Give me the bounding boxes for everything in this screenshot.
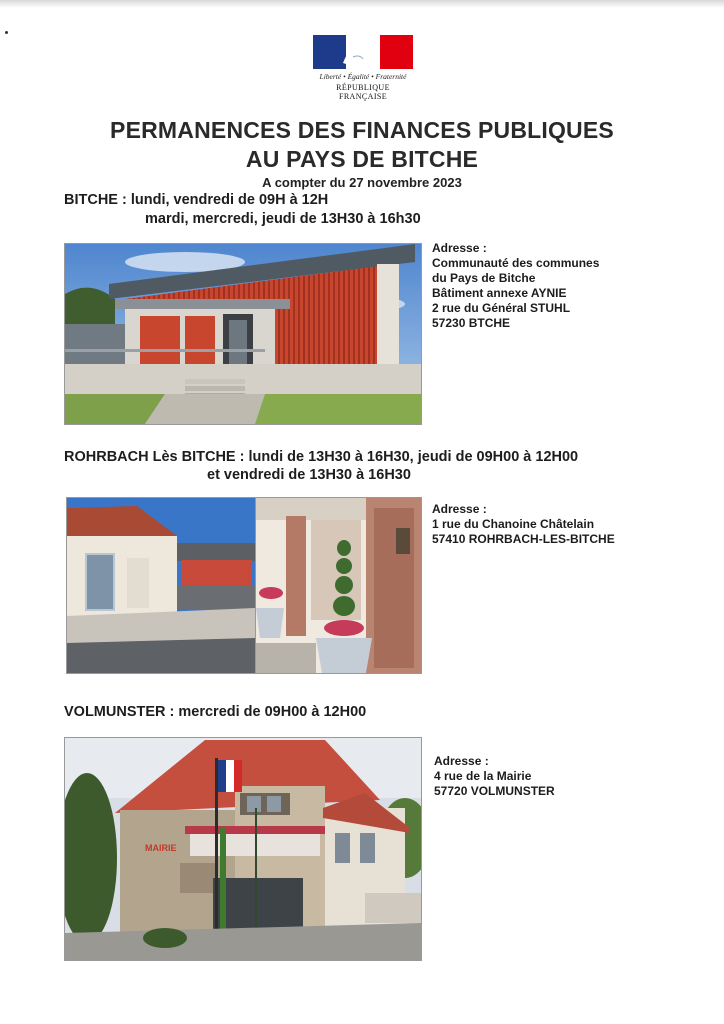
scan-edge	[0, 0, 724, 8]
rohrbach-building-photo-right	[255, 497, 422, 674]
address-line: 1 rue du Chanoine Châtelain	[432, 517, 595, 531]
address-line: 4 rue de la Mairie	[434, 769, 532, 783]
address-heading: Adresse :	[432, 241, 487, 255]
bitche-address	[432, 241, 599, 331]
volmunster-mairie-photo	[64, 737, 422, 961]
page-title-line-2: AU PAYS DE BITCHE	[245, 146, 479, 172]
mairie-sign: MAIRIE	[145, 843, 177, 853]
motto: Liberté • Égalité • Fraternité	[319, 72, 407, 81]
address-line: 57720 VOLMUNSTER	[434, 784, 555, 798]
rohrbach-address	[432, 502, 615, 547]
address-heading: Adresse :	[434, 754, 489, 768]
address-line: 57230 BTCHE	[432, 316, 511, 330]
scan-speck	[5, 31, 8, 34]
bitche-schedule-line-2: mardi, mercredi, jeudi de 13H30 à 16h30	[145, 211, 421, 227]
rohrbach-schedule-line-2: et vendredi de 13H30 à 16H30	[207, 467, 411, 483]
bitche-building-photo	[64, 243, 422, 425]
volmunster-address	[434, 754, 555, 799]
start-date: A compter du 27 novembre 2023	[262, 175, 462, 190]
address-line: Communauté des communes	[432, 256, 600, 270]
address-line: Bâtiment annexe AYNIE	[432, 286, 567, 300]
republique-logo	[312, 35, 414, 101]
address-line: 57410 ROHRBACH-LES-BITCHE	[432, 532, 615, 546]
rohrbach-schedule-line-1: ROHRBACH Lès BITCHE : lundi de 13H30 à 16H30, jeudi de 09H00 à 12H00	[64, 449, 579, 465]
bitche-schedule-line-1: BITCHE : lundi, vendredi de 09H à 12H	[64, 192, 329, 208]
volmunster-schedule: VOLMUNSTER : mercredi de 09H00 à 12H00	[64, 704, 367, 720]
address-line: du Pays de Bitche	[432, 271, 536, 285]
address-line: 2 rue du Général STUHL	[432, 301, 571, 315]
page-title: PERMANENCES DES FINANCES PUBLIQUES	[110, 117, 614, 143]
marianne-flag-icon	[313, 35, 413, 69]
rohrbach-building-photo-left	[66, 497, 256, 674]
republic-name: RÉPUBLIQUE FRANÇAISE	[336, 83, 390, 101]
address-heading: Adresse :	[432, 502, 487, 516]
